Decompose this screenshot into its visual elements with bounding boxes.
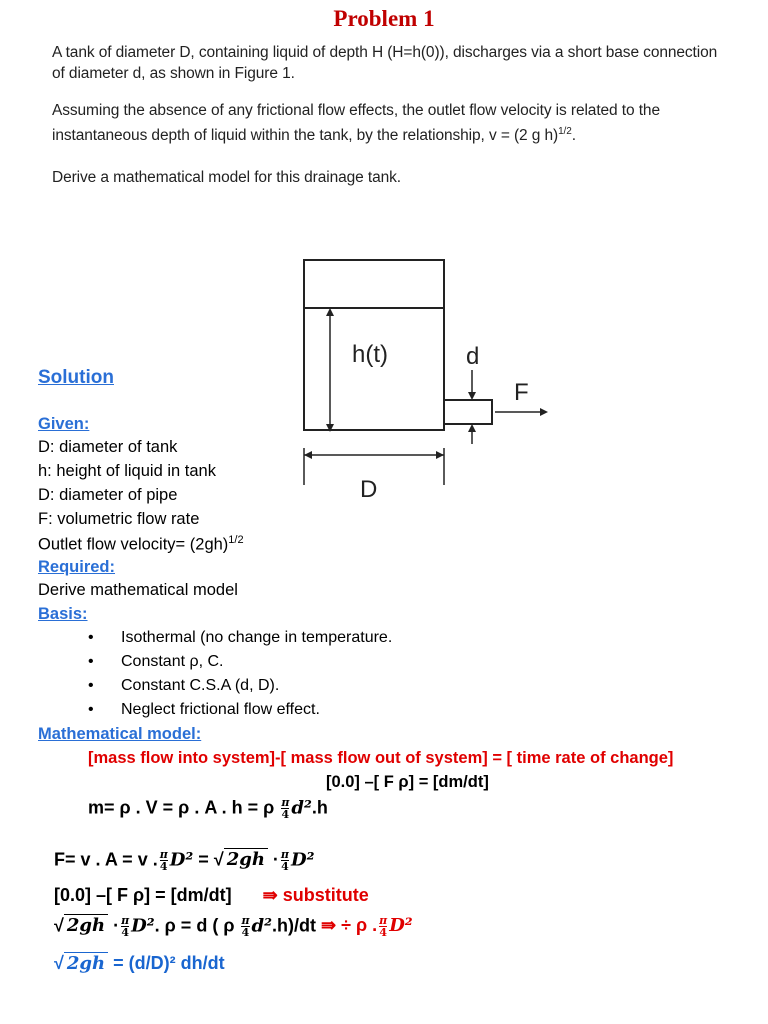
basis-item: Constant ρ, C. [121,653,224,670]
mass-equation [88,797,328,820]
mass-balance-statement: [mass flow into system]-[ mass flow out of system] = [ time rate of change] [88,749,674,767]
problem-paragraph-1: A tank of diameter D, containing liquid of depth H (H=h(0)), discharges via a short base connection of diameter d, as shown in Figure 1. [52,44,718,82]
required-heading: Required: [38,558,116,576]
given-item: F: volumetric flow rate [38,510,200,528]
balance-terms-2: [0.0] –[ F ρ] = [dm/dt] [54,885,232,905]
velocity-line [38,534,244,555]
given-item: D: diameter of tank [38,438,178,456]
velocity-label: Outlet flow velocity= (2gh) [38,535,229,554]
basis-item: Isothermal (no change in temperature. [121,629,393,646]
substitute-label: ⇛ substitute [262,885,369,905]
para2-end: . [571,127,576,145]
given-item: h: height of liquid in tank [38,462,216,480]
pipe-diameter-label: d [466,343,480,370]
mass-balance-terms: [0.0] –[ F ρ] = [dm/dt] [326,773,489,791]
given-heading: Given: [38,415,90,433]
sqrt-2gh: 2gh [224,848,268,870]
solution-heading: Solution [38,367,114,388]
model-heading: Mathematical model: [38,725,202,743]
basis-item: Constant C.S.A (d, D). [121,677,280,694]
velocity-exponent: 1/2 [228,534,244,546]
para2-text: Assuming the absence of any frictional flow effects, the outlet flow velocity is related to the instantaneous depth of liquid within the tank, by the relationship, v = (2 g h) [52,102,660,145]
flow-label: F [514,379,529,406]
basis-heading: Basis: [38,605,88,623]
mass-eq-rhs: .h [311,797,328,818]
required-text: Derive mathematical model [38,581,238,599]
bullet-icon: • [88,701,94,718]
bullet-icon: • [88,629,94,646]
bullet-icon: • [88,653,94,670]
basis-item: Neglect frictional flow effect. [121,701,320,718]
flow-equation: F= v . A = v . $\frac{\pi}{4}$ D² = √ 2gh · $\frac{\pi}{4}$ D² [54,848,315,873]
tank-figure [290,250,570,520]
d-squared: d² [291,797,312,819]
para2-exponent: 1/2 [558,126,572,137]
height-label: h(t) [352,341,388,368]
outlet-pipe [444,400,492,424]
problem-title: Problem 1 [333,6,435,31]
final-equation-rhs: = (d/D)² dh/dt [113,953,225,973]
mass-eq-lhs: m= ρ . V = ρ . A . h = ρ [88,797,275,818]
given-item: D: diameter of pipe [38,486,178,504]
pi-over-4: $\frac{\pi}{4}$ [281,796,290,821]
bullet-icon: • [88,677,94,694]
problem-paragraph-3: Derive a mathematical model for this drainage tank. [52,169,401,186]
flow-eq-lhs: F= v . A = v . [54,849,158,870]
substituted-equation: √ 2gh · $\frac{\pi}{4}$ D². ρ = d ( ρ $\frac{\pi}{4}$ d².h)/dt ⇛ ÷ ρ . $\frac{\pi}{4}$ D² [54,914,413,939]
divide-label: ⇛ ÷ ρ . $\frac{\pi}{4}$ D² [321,914,413,939]
tank-diameter-label: D [360,476,378,503]
problem-paragraph-2 [52,100,732,146]
final-equation: √ 2gh = (d/D)² dh/dt [54,953,225,974]
balance-line-2 [54,885,369,906]
